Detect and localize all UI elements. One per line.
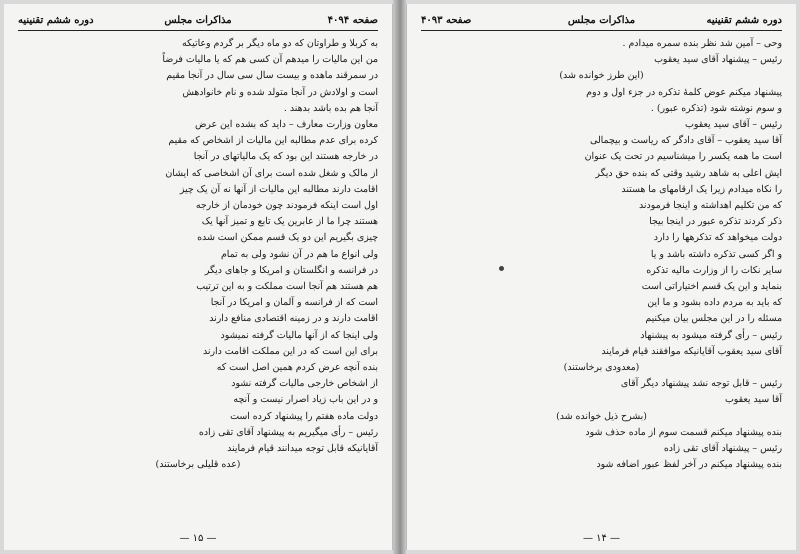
text-line: دولت میخواهد که تذکرهها را دارد xyxy=(653,232,782,244)
text-line: رئیس – رأی میگیریم به پیشنهاد آقای تقی زاده xyxy=(198,426,378,438)
text-line: هستند چرا ما از عابرین یک تابع و تمیز آنها یک xyxy=(201,216,378,228)
text-line: که باید به مردم داده بشود و ما این xyxy=(647,297,782,309)
text-line: (عده قلیلی برخاستند) xyxy=(155,459,241,471)
text-line: ولی انواع ما هم در آن نشود ولی به تمام xyxy=(220,248,378,260)
right-page-folio: — ۱۴ — xyxy=(582,533,621,544)
text-line: سایر نکات را از وزارت مالیه تذکره xyxy=(646,264,782,276)
text-line: ایش اعلی به شاهد رشید وقتی که بنده حق دیگر xyxy=(595,167,782,179)
left-page xyxy=(4,4,393,550)
right-page-header xyxy=(421,12,782,28)
text-line: است ما همه یکسر را میشناسیم در تحت یک عنوان xyxy=(584,151,782,163)
left-page-header xyxy=(18,12,378,28)
text-line: معاون وزارت معارف – داید که بشده این عرض xyxy=(194,119,378,131)
text-line: پیشنهاد میکنم عوض کلمهٔ تذکره در جزء اول و دوم xyxy=(586,86,782,98)
text-line: کرده برای عدم مطالبه این مالیات از اشخاص که مقیم xyxy=(168,135,378,147)
text-line: آقایانیکه قابل توجه میدانند قیام فرمایند xyxy=(227,443,378,455)
right-page xyxy=(406,4,796,550)
text-line: از مالک و شغل شده است برای آن اشخاصی که ایشان xyxy=(165,167,378,179)
left-page-number: صفحه ۴۰۹۴ xyxy=(327,14,378,26)
text-line: بنده پیشنهاد میکنم قسمت سوم از ماده حذف شود xyxy=(585,426,782,438)
text-line: آنجا هم بده باشد بدهند . xyxy=(283,102,378,114)
text-line: برای این است که در این مملکت اقامت دارند xyxy=(202,345,378,357)
text-line: دولت ماده هفتم را پیشنهاد کرده است xyxy=(230,410,378,422)
right-page-number: صفحه ۴۰۹۳ xyxy=(421,14,472,26)
text-line: بنده آنچه عرض کردم همین اصل است که xyxy=(216,362,378,374)
text-line: است و اولادش در آنجا متولد شده و نام خانوادهش xyxy=(182,86,378,98)
text-line: بنماید و این یک قسم اختیاراتی است xyxy=(641,281,782,293)
text-line: آقای سید یعقوب آقایانیکه موافقند قیام فرمایند xyxy=(601,345,782,357)
ink-blot xyxy=(499,266,504,271)
text-line: رئیس – پیشنهاد آقای تقی زاده xyxy=(663,443,782,455)
text-line: ذکر کردند تذکره عبور در اینجا بیجا xyxy=(649,216,782,228)
text-line: هم هستند هم آنجا است مملکت و به این ترتیب xyxy=(196,281,378,293)
text-line: و اگر کسی تذکره داشته باشد و یا xyxy=(650,248,782,260)
text-line: (معدودی برخاستند) xyxy=(563,362,640,374)
text-line: از اشخاص خارجی مالیات گرفته نشود xyxy=(231,378,378,390)
text-line: و در این باب زیاد اصرار نیست و آنچه xyxy=(233,394,378,406)
text-line: است که از فرانسه و آلمان و امریکا در آنجا xyxy=(210,297,378,309)
text-line: رئیس – آقای سید یعقوب xyxy=(685,119,782,131)
text-line: وحی – آمین شد نظر بنده سمره میدادم . xyxy=(622,38,782,49)
text-line: ولی اینجا که از آنها مالیات گرفته نمیشود xyxy=(220,329,378,341)
text-line: بنده پیشنهاد میکنم در آخر لفظ عبور اضافه شود xyxy=(596,459,782,471)
text-line: در سمرقند ماهده و بیست سال سی سال در آنجا مقیم xyxy=(166,70,378,82)
left-page-title: مذاکرات مجلس xyxy=(164,14,232,26)
right-page-title: مذاکرات مجلس xyxy=(567,14,636,26)
right-page-term: دوره ششم تقنينيه xyxy=(706,14,782,26)
left-page-folio: — ۱۵ — xyxy=(179,533,217,544)
text-line: رئیس – قابل توجه نشد پیشنهاد دیگر آقای xyxy=(620,378,782,390)
text-line: به کربلا و طراوتان که دو ماه دیگر بر گردم وعاتیکه xyxy=(181,38,378,49)
text-line: (این طرز خوانده شد) xyxy=(559,70,644,82)
text-line: رئیس – پیشنهاد آقای سید یعقوب xyxy=(654,54,782,66)
right-page-body xyxy=(421,36,782,526)
book-gutter xyxy=(393,0,406,554)
text-line: را نکاه میدادم زیرا یک ارقامهای ما هستند xyxy=(621,183,782,195)
text-line: (بشرح ذیل خوانده شد) xyxy=(556,410,647,422)
text-line: آقا سید یعقوب xyxy=(724,394,782,406)
text-line: و سوم نوشته شود (تذکره عبور) . xyxy=(650,102,782,114)
text-line: اقامت دارند مطالبه این مالیات از آنها نه آن یک چیز xyxy=(179,183,378,195)
text-line: در خارجه هستند این بود که یک مالیاتهای در آنجا xyxy=(193,151,378,163)
text-line: مسئله را در این مجلس بیان میکنیم xyxy=(645,313,782,325)
left-header-rule xyxy=(18,30,378,31)
text-line: رئیس – رأی گرفته میشود به پیشنهاد xyxy=(640,329,782,341)
text-line: من این مالیات را میدهم آن کسی هم که یا مالیات فرضاً xyxy=(162,54,378,66)
text-line: در فرانسه و انگلستان و امریکا و جاهای دیگر xyxy=(204,264,378,276)
text-line: چیزی بگیریم این دو یک قسم ممکن است شده xyxy=(197,232,378,244)
left-page-term: دوره ششم تقنينيه xyxy=(18,14,94,26)
text-line: که من تکلیم اهداشته و اینجا فرمودند xyxy=(639,200,782,212)
right-header-rule xyxy=(421,30,782,31)
text-line: اول است اینکه فرمودند چون خودمان از خارجه xyxy=(195,200,378,212)
left-page-body xyxy=(18,36,378,526)
text-line: آقا سید یعقوب – آقای دادگر که ریاست و بیچمالی xyxy=(590,135,782,147)
text-line: اقامت دارند و در زمینه اقتصادی منافع دارند xyxy=(209,313,378,325)
